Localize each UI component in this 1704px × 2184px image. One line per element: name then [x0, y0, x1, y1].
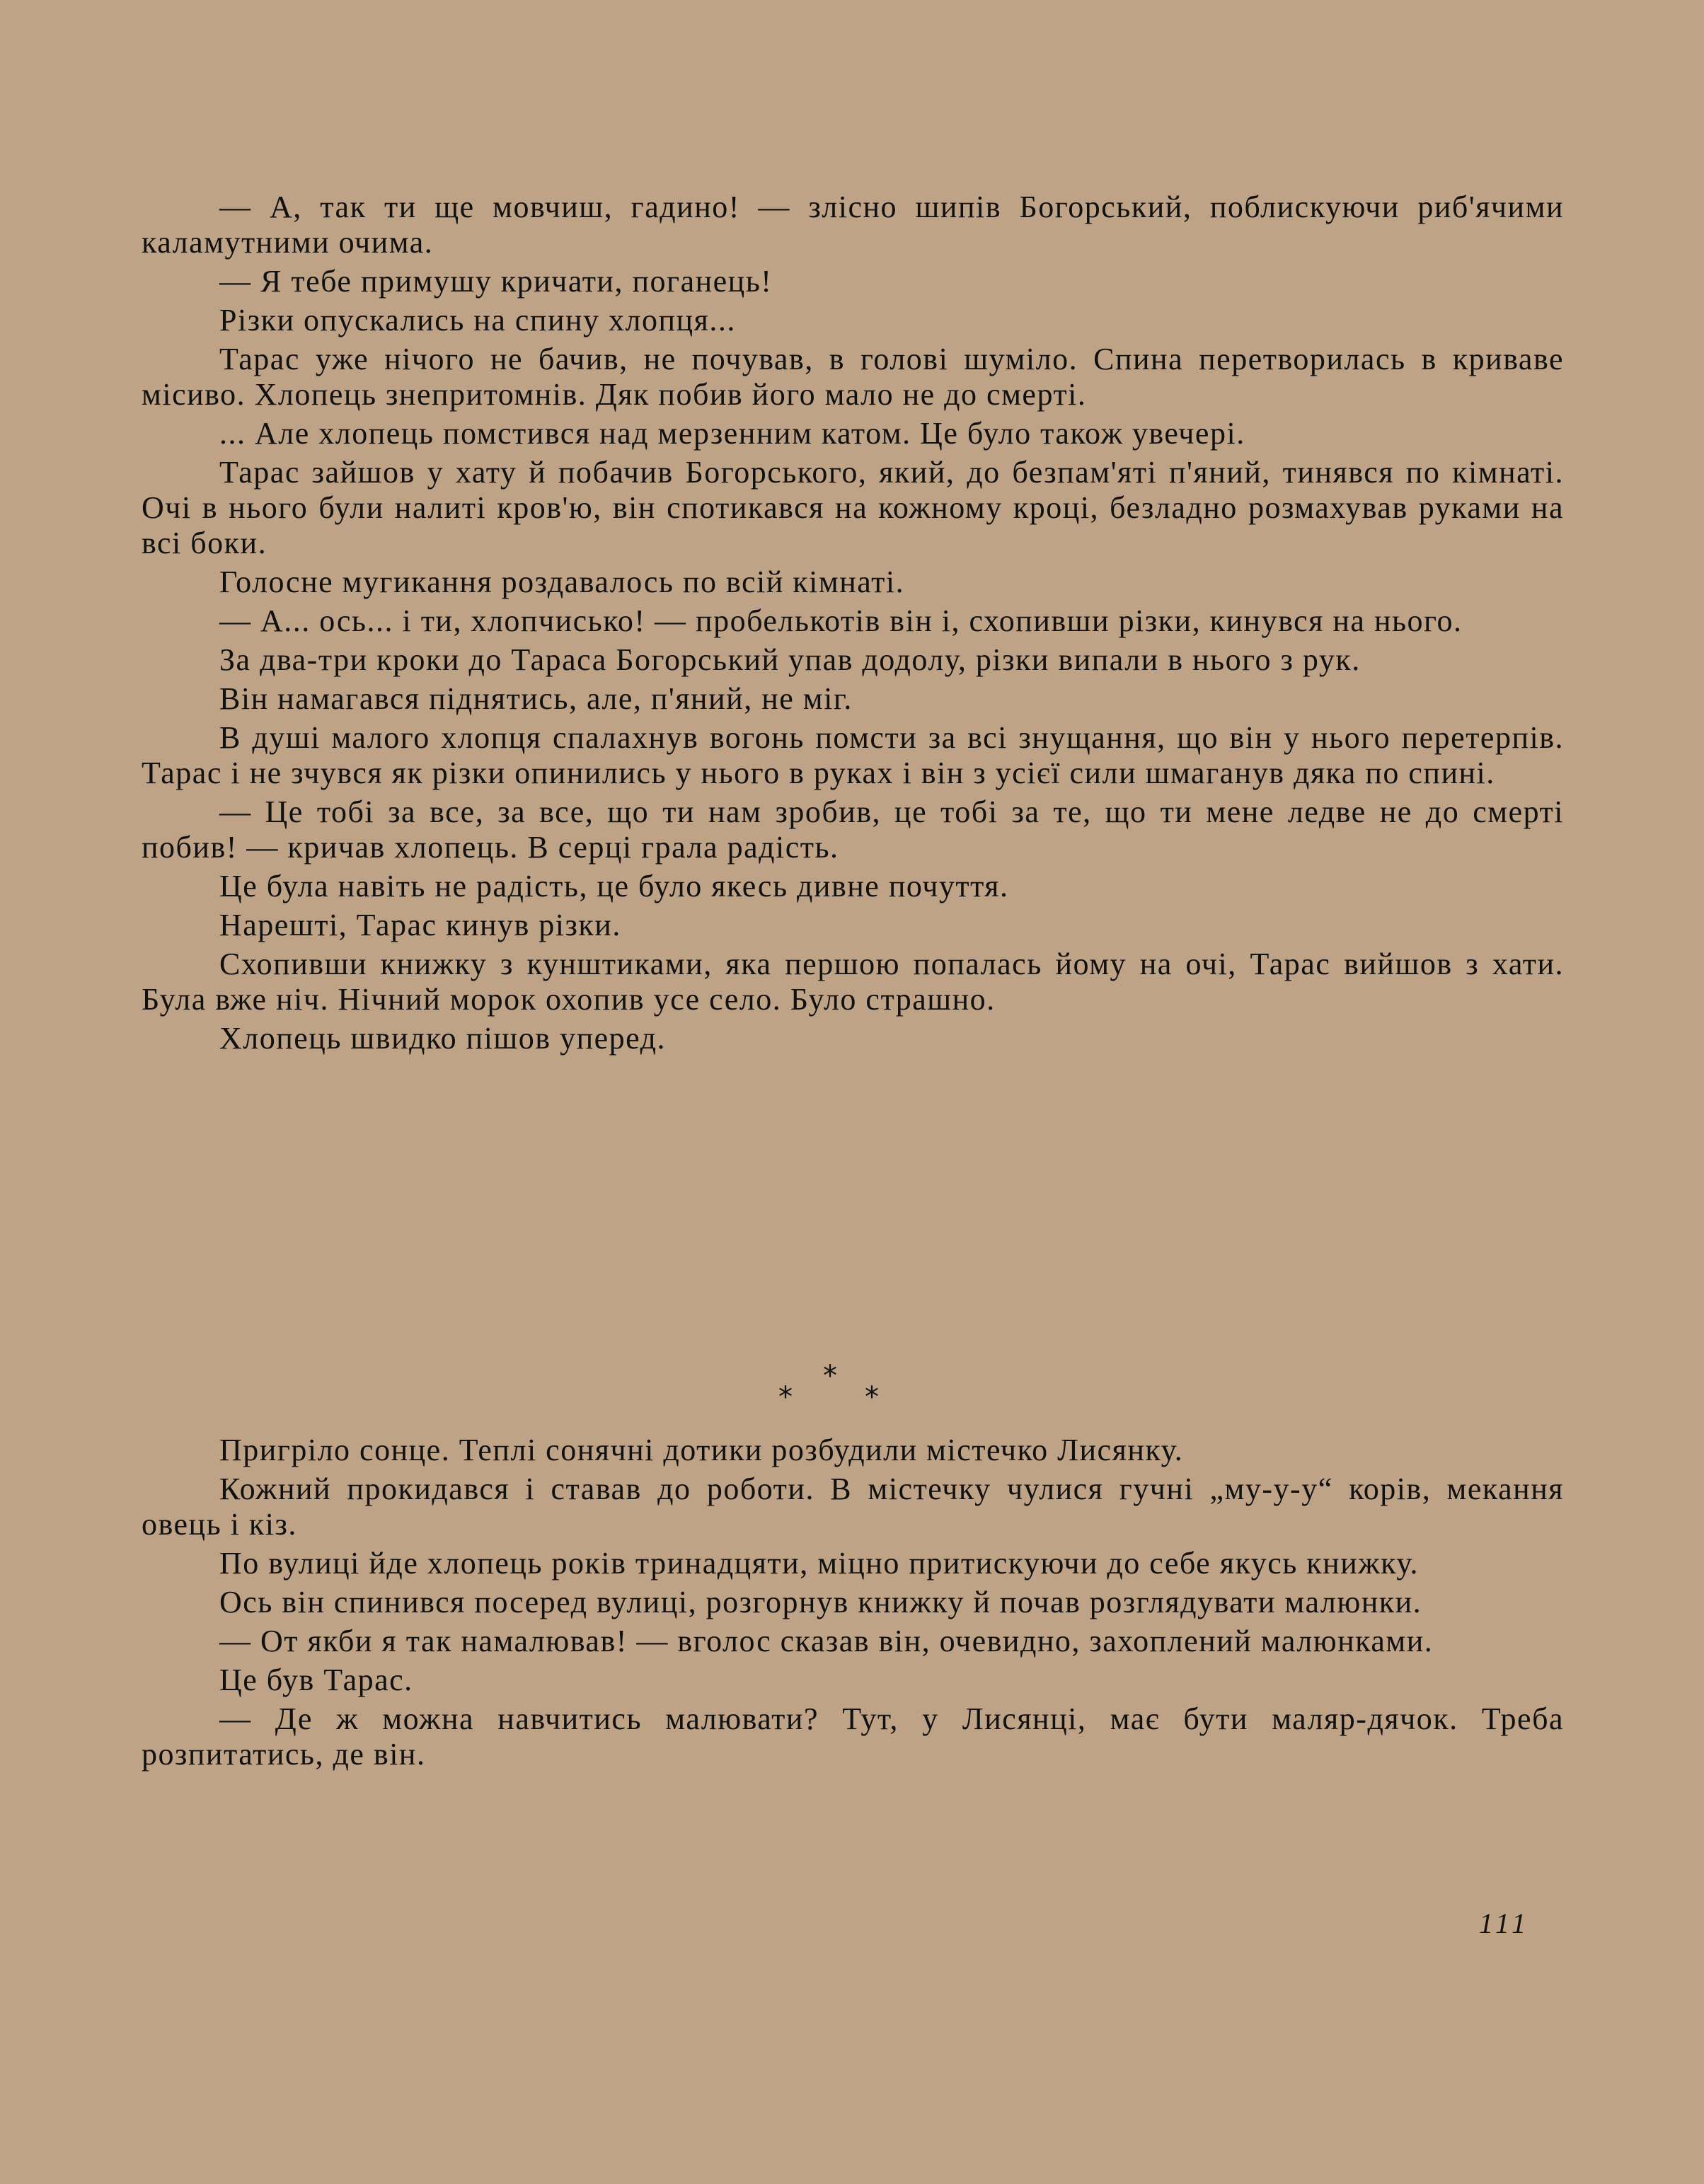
paragraph: Пригріло сонце. Теплі сонячні дотики розбудили містечко Лисянку.: [219, 1433, 1184, 1467]
paragraph: По вулиці йде хлопець років тринадцяти, міцно притискуючи до себе якусь книжку.: [219, 1546, 1420, 1581]
paragraph: — Я тебе примушу кричати, поганець!: [219, 264, 773, 299]
paragraph: — От якби я так намалював! — вголос сказав він, очевидно, захоплений малюнками.: [219, 1624, 1434, 1658]
paragraph: Тарас уже нічого не бачив, не почував, в голові шуміло. Спина перетворилась в криваве місиво. Хлопець знепритомнів. Дяк побив його мало не до смерті.: [142, 342, 1564, 412]
paragraph: — Це тобі за все, за все, що ти нам зробив, це тобі за те, що ти мене ледве не до смерті побив! — кричав хлопець. В серці грала радість.: [142, 795, 1564, 865]
paragraph: Хлопець швидко пішов уперед.: [219, 1021, 666, 1056]
paragraph: Тарас зайшов у хату й побачив Богорського, який, до безпам'яті п'яний, тинявся по кімнаті. Очі в нього були налиті кров'ю, він спотикався на кожному кроці, безладно розмахував руками на всі боки.: [142, 455, 1564, 560]
asterisk-separator: *: [778, 1381, 793, 1414]
paragraph: Він намагався піднятись, але, п'яний, не міг.: [219, 681, 853, 716]
paragraph: — Де ж можна навчитись малювати? Тут, у Лисянці, має бути маляр-дячок. Треба розпитатись, де він.: [142, 1701, 1564, 1772]
paragraph: — А... ось... і ти, хлопчисько! — пробелькотів він і, схопивши різки, кинувся на нього.: [219, 603, 1463, 638]
paragraph: Кожний прокидався і ставав до роботи. В містечку чулися гучні „му-у-у“ корів, мекання овець і кіз.: [142, 1472, 1564, 1542]
paragraph: Різки опускались на спину хлопця...: [219, 303, 736, 337]
paragraph: В душі малого хлопця спалахнув вогонь помсти за всі знущання, що він у нього перетерпів. Тарас і не зчувся як різки опинились у нього в руках і він з усієї сили шмаганув дяка по спині.: [142, 720, 1564, 790]
paragraph: Це була навіть не радість, це було якесь дивне почуття.: [219, 869, 1009, 903]
paragraph: Голосне мугикання роздавалось по всій кімнаті.: [219, 565, 905, 599]
asterisk-separator: *: [823, 1360, 837, 1392]
paragraph: Це був Тарас.: [219, 1663, 413, 1697]
page-number: 111: [1479, 1907, 1531, 1939]
text-section-2: [142, 1433, 1564, 1776]
paragraph: — А, так ти ще мовчиш, гадино! — злісно шипів Богорський, поблискуючи риб'ячими каламутними очима.: [142, 190, 1564, 260]
paragraph: За два-три кроки до Тараса Богорський упав додолу, різки випали в нього з рук.: [219, 642, 1361, 677]
section-separator: [0, 1362, 1704, 1419]
paragraph: Ось він спинився посеред вулиці, розгорнув книжку й почав розглядувати малюнки.: [219, 1585, 1422, 1619]
paragraph: ... Але хлопець помстився над мерзенним катом. Це було також увечері.: [219, 416, 1245, 451]
text-section-1: [142, 190, 1564, 1060]
paragraph: Нарешті, Тарас кинув різки.: [219, 908, 621, 942]
asterisk-separator: *: [865, 1381, 879, 1414]
paragraph: Схопивши книжку з кунштиками, яка першою попалась йому на очі, Тарас вийшов з хати. Була вже ніч. Нічний морок охопив усе село. Було страшно.: [142, 947, 1564, 1017]
